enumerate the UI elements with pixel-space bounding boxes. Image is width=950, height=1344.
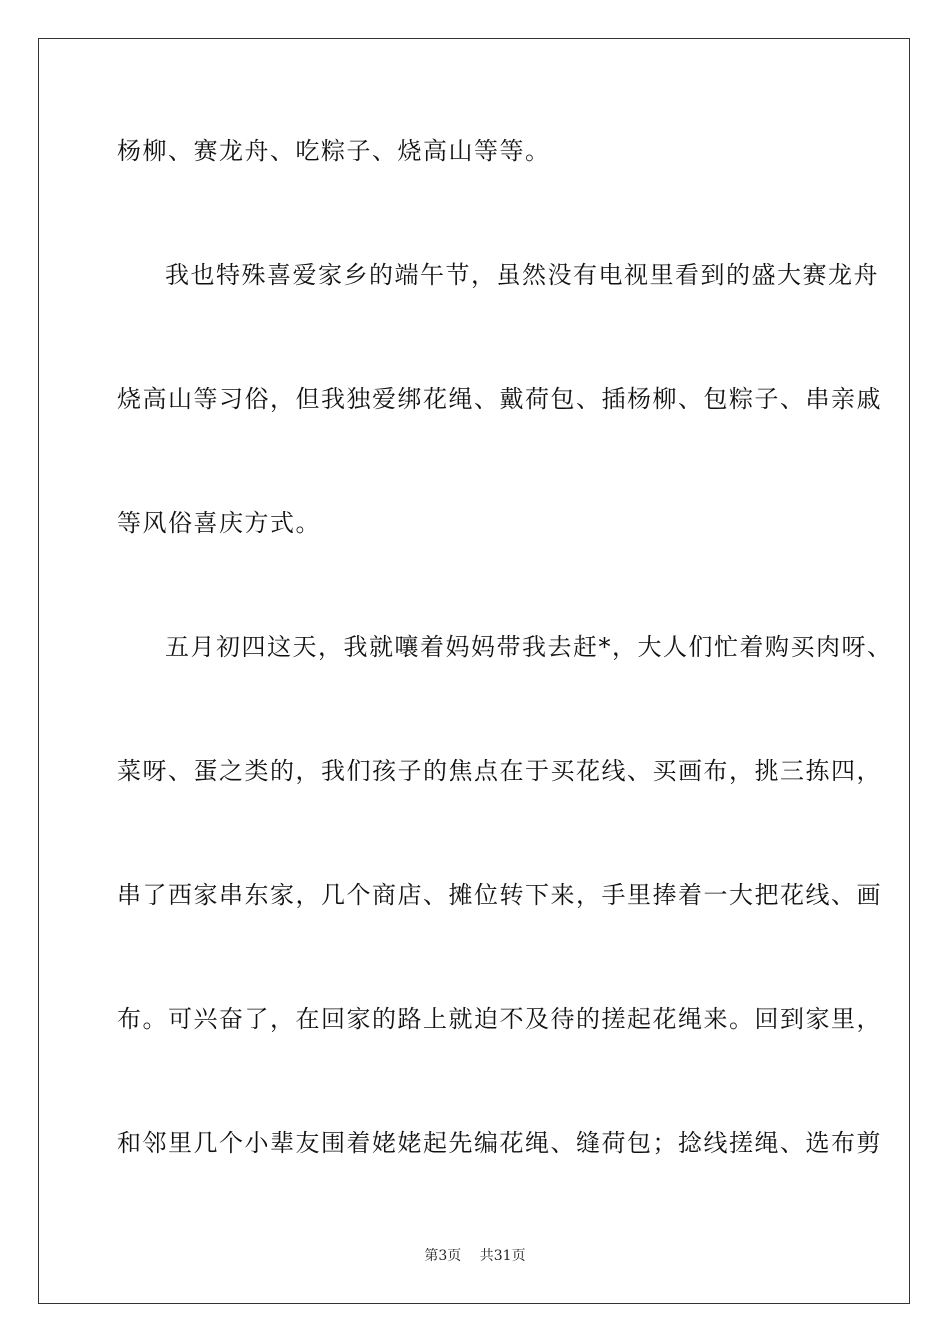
- body-text-line: 等风俗喜庆方式。: [117, 509, 321, 537]
- page-border: [38, 38, 910, 1304]
- page-number: 第3页: [424, 1248, 462, 1264]
- body-text-line: 菜呀、蛋之类的，我们孩子的焦点在于买花线、买画布，挑三拣四，: [117, 757, 882, 785]
- body-text-line: 烧高山等习俗，但我独爱绑花绳、戴荷包、插杨柳、包粽子、串亲戚: [117, 385, 882, 413]
- page-footer: [0, 1246, 950, 1266]
- body-text-line: 我也特殊喜爱家乡的端午节，虽然没有电视里看到的盛大赛龙舟: [165, 261, 879, 289]
- page-total: 共31页: [479, 1248, 526, 1264]
- body-text-line: 和邻里几个小辈友围着姥姥起先编花绳、缝荷包；捻线搓绳、选布剪: [117, 1129, 882, 1157]
- body-text-line: 五月初四这天，我就嚷着妈妈带我去赶*，大人们忙着购买肉呀、: [165, 633, 893, 661]
- body-text-line: 杨柳、赛龙舟、吃粽子、烧高山等等。: [117, 137, 551, 165]
- body-text-line: 串了西家串东家，几个商店、摊位转下来，手里捧着一大把花线、画: [117, 881, 882, 909]
- body-text-line: 布。可兴奋了，在回家的路上就迫不及待的搓起花绳来。回到家里，: [117, 1005, 882, 1033]
